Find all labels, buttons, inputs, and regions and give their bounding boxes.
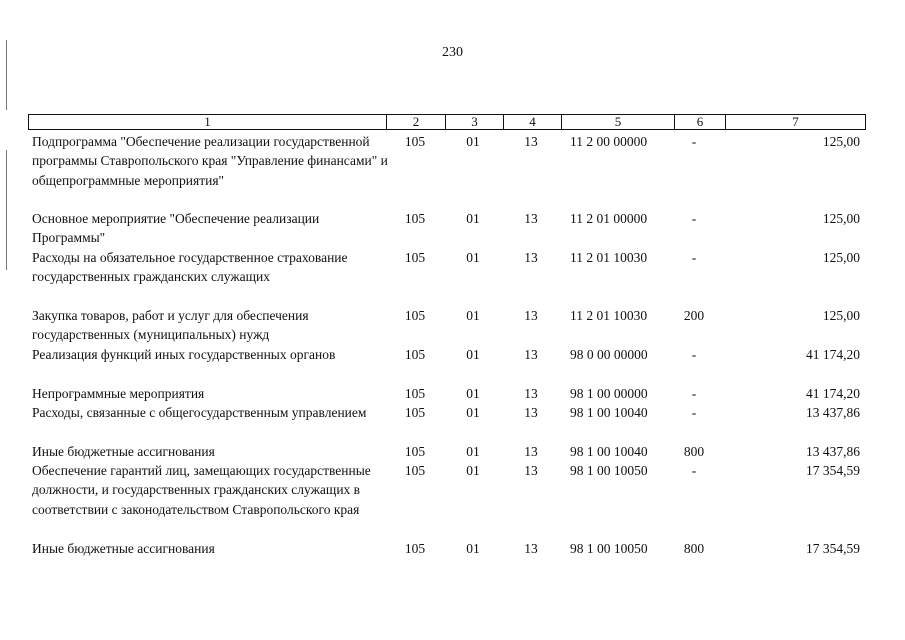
row-col3: 01 bbox=[466, 211, 480, 226]
scan-edge-mark bbox=[6, 40, 7, 110]
row-col7: 125,00 bbox=[822, 134, 860, 149]
row-col3: 01 bbox=[466, 347, 480, 362]
row-col3: 01 bbox=[466, 463, 480, 478]
row-col7: 125,00 bbox=[822, 211, 860, 226]
row-col2: 105 bbox=[404, 211, 426, 226]
row-col4: 13 bbox=[524, 463, 538, 478]
row-col4: 13 bbox=[524, 444, 538, 459]
header-cell: 5 bbox=[561, 115, 674, 129]
row-col3: 01 bbox=[466, 444, 480, 459]
row-col6: 200 bbox=[683, 308, 705, 323]
row-col7: 17 354,59 bbox=[806, 541, 860, 556]
row-name: Непрограммные мероприятия bbox=[32, 386, 205, 401]
row-col4: 13 bbox=[524, 386, 538, 401]
row-col7: 13 437,86 bbox=[806, 405, 860, 420]
row-col5: 98 1 00 00000 bbox=[570, 386, 648, 401]
row-col3: 01 bbox=[466, 541, 480, 556]
row-col2: 105 bbox=[404, 444, 426, 459]
row-col7: 41 174,20 bbox=[806, 347, 860, 362]
row-name: Иные бюджетные ассигнования bbox=[32, 541, 215, 556]
row-col5: 11 2 01 00000 bbox=[570, 211, 648, 226]
row-name: Основное мероприятие "Обеспечение реализации Программы" bbox=[32, 211, 320, 246]
row-name: Подпрограмма "Обеспечение реализации государственной программы Ставропольского края "Управление финансами" и общепрограммные мероприятия" bbox=[32, 134, 388, 188]
row-col3: 01 bbox=[466, 134, 480, 149]
row-col4: 13 bbox=[524, 541, 538, 556]
row-col5: 11 2 00 00000 bbox=[570, 134, 648, 149]
row-name: Расходы на обязательное государственное страхование государственных гражданских служащих bbox=[32, 250, 348, 285]
row-col2: 105 bbox=[404, 308, 426, 323]
row-col3: 01 bbox=[466, 386, 480, 401]
page-number: 230 bbox=[442, 45, 463, 60]
row-col3: 01 bbox=[466, 405, 480, 420]
row-col6: 800 bbox=[683, 541, 705, 556]
row-col7: 125,00 bbox=[822, 308, 860, 323]
row-col5: 11 2 01 10030 bbox=[570, 308, 648, 323]
row-name: Иные бюджетные ассигнования bbox=[32, 444, 215, 459]
row-col5: 98 1 00 10050 bbox=[570, 541, 648, 556]
row-col2: 105 bbox=[404, 386, 426, 401]
table-header bbox=[28, 114, 866, 130]
row-col4: 13 bbox=[524, 308, 538, 323]
header-cell: 6 bbox=[674, 115, 725, 129]
header-cell: 4 bbox=[503, 115, 561, 129]
row-col4: 13 bbox=[524, 134, 538, 149]
row-col5: 98 0 00 00000 bbox=[570, 347, 648, 362]
row-col5: 98 1 00 10050 bbox=[570, 463, 648, 478]
header-cell: 3 bbox=[445, 115, 503, 129]
row-col7: 125,00 bbox=[822, 250, 860, 265]
row-col4: 13 bbox=[524, 347, 538, 362]
scan-edge-mark bbox=[6, 150, 7, 270]
row-col2: 105 bbox=[404, 250, 426, 265]
row-col4: 13 bbox=[524, 250, 538, 265]
row-col2: 105 bbox=[404, 134, 426, 149]
row-col7: 41 174,20 bbox=[806, 386, 860, 401]
row-col6: - bbox=[691, 405, 697, 420]
row-col5: 98 1 00 10040 bbox=[570, 444, 648, 459]
row-col4: 13 bbox=[524, 211, 538, 226]
row-col7: 13 437,86 bbox=[806, 444, 860, 459]
row-col4: 13 bbox=[524, 405, 538, 420]
row-col6: - bbox=[691, 134, 697, 149]
row-col2: 105 bbox=[404, 405, 426, 420]
row-col6: - bbox=[691, 250, 697, 265]
row-col7: 17 354,59 bbox=[806, 463, 860, 478]
header-cell: 1 bbox=[204, 114, 211, 129]
header-cell: 7 bbox=[725, 115, 865, 129]
row-col6: - bbox=[691, 347, 697, 362]
row-col5: 11 2 01 10030 bbox=[570, 250, 648, 265]
header-cell: 2 bbox=[386, 115, 445, 129]
row-col6: - bbox=[691, 463, 697, 478]
row-col3: 01 bbox=[466, 308, 480, 323]
row-name: Реализация функций иных государственных органов bbox=[32, 347, 336, 362]
row-name: Расходы, связанные с общегосударственным управлением bbox=[32, 405, 367, 420]
row-col2: 105 bbox=[404, 463, 426, 478]
row-col3: 01 bbox=[466, 250, 480, 265]
row-col6: 800 bbox=[683, 444, 705, 459]
row-col6: - bbox=[691, 386, 697, 401]
row-col6: - bbox=[691, 211, 697, 226]
row-name: Обеспечение гарантий лиц, замещающих государственные должности, и государственных гражданских служащих в соответствии с законодательством Ставропольского края bbox=[32, 463, 371, 517]
row-name: Закупка товаров, работ и услуг для обеспечения государственных (муниципальных) нужд bbox=[32, 308, 309, 343]
row-col2: 105 bbox=[404, 541, 426, 556]
row-col5: 98 1 00 10040 bbox=[570, 405, 648, 420]
row-col2: 105 bbox=[404, 347, 426, 362]
